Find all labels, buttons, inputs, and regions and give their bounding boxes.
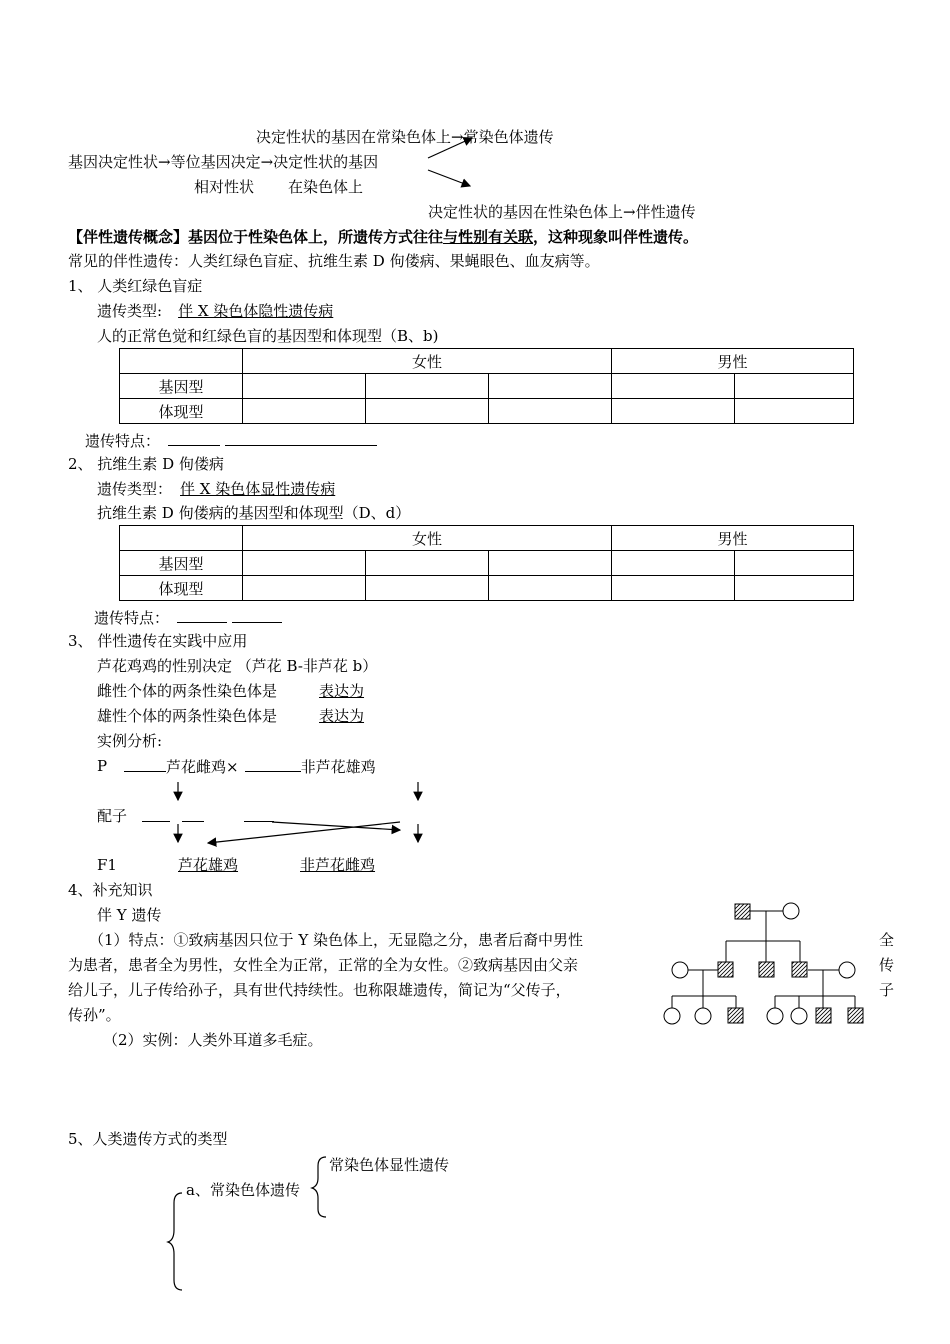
table-cell <box>243 551 366 576</box>
common-examples: 常见的伴性遗传：人类红绿色盲症、抗维生素 D 佝偻病、果蝇眼色、血友病等。 <box>68 252 600 270</box>
row-label-phenotype: 体现型 <box>120 399 243 424</box>
row-label-phenotype: 体现型 <box>120 576 243 601</box>
table-cell <box>735 399 854 424</box>
table-cell <box>612 374 735 399</box>
s3-p-female: 芦花雌鸡× <box>166 758 239 776</box>
s3-female-label: 雌性个体的两条性染色体是 <box>97 682 278 700</box>
table-cell <box>735 374 854 399</box>
row-label-genotype: 基因型 <box>120 374 243 399</box>
s2-title: 2、 抗维生素 D 佝偻病 <box>68 455 224 473</box>
table-cell <box>735 576 854 601</box>
blank <box>124 757 166 772</box>
s1-feature <box>85 431 377 450</box>
table-cell <box>489 551 612 576</box>
s3-p-line <box>124 757 376 776</box>
flow-relative-trait: 相对性状 <box>194 178 255 196</box>
blank <box>182 807 204 822</box>
s4-p2: 为患者，患者全为男性，女性全为正常，正常的全为女性。②致病基因由父亲 <box>68 956 579 974</box>
arrow-down <box>428 170 470 186</box>
table-cell <box>612 551 735 576</box>
table-cell <box>243 374 366 399</box>
s5-title: 5、人类遗传方式的类型 <box>68 1130 228 1148</box>
brace-large <box>168 1193 182 1290</box>
table-corner <box>120 526 243 551</box>
table-cell <box>366 399 489 424</box>
s4-sub: 伴 Y 遗传 <box>97 906 162 924</box>
header-female: 女性 <box>243 349 612 374</box>
table-cell <box>612 576 735 601</box>
s4-p3: 给儿子，儿子传给孙子，具有世代持续性。也称限雄遗传，简记为“父传子， <box>68 981 571 999</box>
header-female: 女性 <box>243 526 612 551</box>
s3-female-expr: 表达为 <box>319 682 365 700</box>
s3-male-expr: 表达为 <box>319 707 365 725</box>
flow-on-chromosome: 在染色体上 <box>288 178 364 196</box>
table-cell <box>489 399 612 424</box>
pedigree-affected-male <box>735 904 750 919</box>
flow-start: 基因决定性状→等位基因决定→决定性状的基因 <box>68 153 379 171</box>
pedigree-female <box>672 962 688 978</box>
s3-gamete-label: 配子 <box>97 807 128 825</box>
blank <box>177 608 227 623</box>
flow-line2: 决定性状的基因在性染色体上→伴性遗传 <box>428 203 696 221</box>
blank <box>232 608 282 623</box>
blank <box>168 431 220 446</box>
s1-type <box>97 302 363 320</box>
pedigree-female <box>839 962 855 978</box>
table-cell <box>243 399 366 424</box>
s1-type-value: 伴 X 染色体隐性遗传病 <box>178 302 334 320</box>
s5-a1: 常染色体显性遗传 <box>329 1156 450 1174</box>
blank <box>225 431 377 446</box>
s3-f1-female: 非芦花雌鸡 <box>300 856 376 874</box>
s3-example: 实例分析: <box>97 732 163 750</box>
pedigree-affected-male <box>718 962 733 977</box>
concept-paragraph <box>68 228 698 246</box>
s2-feature-label: 遗传特点： <box>94 609 170 627</box>
concept-text1: 基因位于性染色体上，所遗传方式往往 <box>188 228 444 246</box>
blank <box>142 807 170 822</box>
pedigree-female <box>695 1008 711 1024</box>
s3-f1-label: F1 <box>97 856 117 874</box>
s3-f1-male: 芦花雄鸡 <box>178 856 239 874</box>
s1-genotype-table <box>119 348 854 424</box>
table-cell <box>735 551 854 576</box>
s3-line1: 芦花鸡鸡的性别决定 （芦花 B-非芦花 b） <box>97 657 378 675</box>
table-cell <box>489 374 612 399</box>
row-label-genotype: 基因型 <box>120 551 243 576</box>
s1-feature-label: 遗传特点： <box>85 432 161 450</box>
s4-side1: 全 <box>879 931 895 949</box>
s4-side2: 传 <box>879 956 895 974</box>
blank <box>244 807 274 822</box>
s2-type <box>97 480 335 498</box>
s2-table-title: 抗维生素 D 佝偻病的基因型和体现型（D、d） <box>97 504 411 522</box>
s4-p4: 传孙”。 <box>68 1006 121 1024</box>
pedigree-affected-male <box>728 1008 743 1023</box>
pedigree-female <box>664 1008 680 1024</box>
s3-female-chromosomes <box>97 682 406 700</box>
header-male: 男性 <box>612 349 854 374</box>
s4-p1: （1）特点：①致病基因只位于 Y 染色体上，无显隐之分，患者后裔中男性 <box>89 931 583 949</box>
pedigree-female <box>783 903 799 919</box>
s1-title: 1、 人类红绿色盲症 <box>68 277 203 295</box>
pedigree-affected-male <box>816 1008 831 1023</box>
s2-type-label: 遗传类型： <box>97 480 173 498</box>
s4-title: 4、补充知识 <box>68 881 153 899</box>
s2-genotype-table <box>119 525 854 601</box>
pedigree-female <box>767 1008 783 1024</box>
table-cell <box>243 576 366 601</box>
pedigree-affected-male <box>759 962 774 977</box>
s3-p-label: P <box>97 757 108 775</box>
pedigree-female <box>791 1008 807 1024</box>
pedigree-affected-male <box>792 962 807 977</box>
concept-emphasis: 与性别有关联 <box>443 228 534 246</box>
flow-line1: 决定性状的基因在常染色体上→常染色体遗传 <box>256 128 554 146</box>
table-cell <box>489 576 612 601</box>
s3-male-chromosomes <box>97 707 406 725</box>
s2-feature <box>94 608 282 627</box>
table-cell <box>366 551 489 576</box>
brace-small <box>312 1157 326 1217</box>
s3-male-label: 雄性个体的两条性染色体是 <box>97 707 278 725</box>
s2-type-value: 伴 X 染色体显性遗传病 <box>180 480 336 498</box>
blank <box>245 757 301 772</box>
table-corner <box>120 349 243 374</box>
table-cell <box>366 576 489 601</box>
s3-p-male: 非芦花雄鸡 <box>300 758 376 776</box>
s3-gamete-blanks <box>142 807 274 826</box>
table-cell <box>366 374 489 399</box>
concept-label: 【伴性遗传概念】 <box>68 228 189 246</box>
pedigree-affected-male <box>848 1008 863 1023</box>
pedigree-chart <box>664 903 863 1024</box>
s4-example: （2）实例：人类外耳道多毛症。 <box>103 1031 323 1049</box>
s5-a: a、常染色体遗传 <box>186 1181 300 1199</box>
s1-type-label: 遗传类型: <box>97 302 163 320</box>
table-cell <box>612 399 735 424</box>
header-male: 男性 <box>612 526 854 551</box>
s4-side3: 子 <box>879 981 895 999</box>
s3-f1-line <box>132 856 375 874</box>
concept-text2: ，这种现象叫伴性遗传。 <box>533 228 699 246</box>
s3-title: 3、 伴性遗传在实践中应用 <box>68 632 248 650</box>
s1-table-title: 人的正常色觉和红绿色盲的基因型和体现型（B、b) <box>97 327 439 345</box>
